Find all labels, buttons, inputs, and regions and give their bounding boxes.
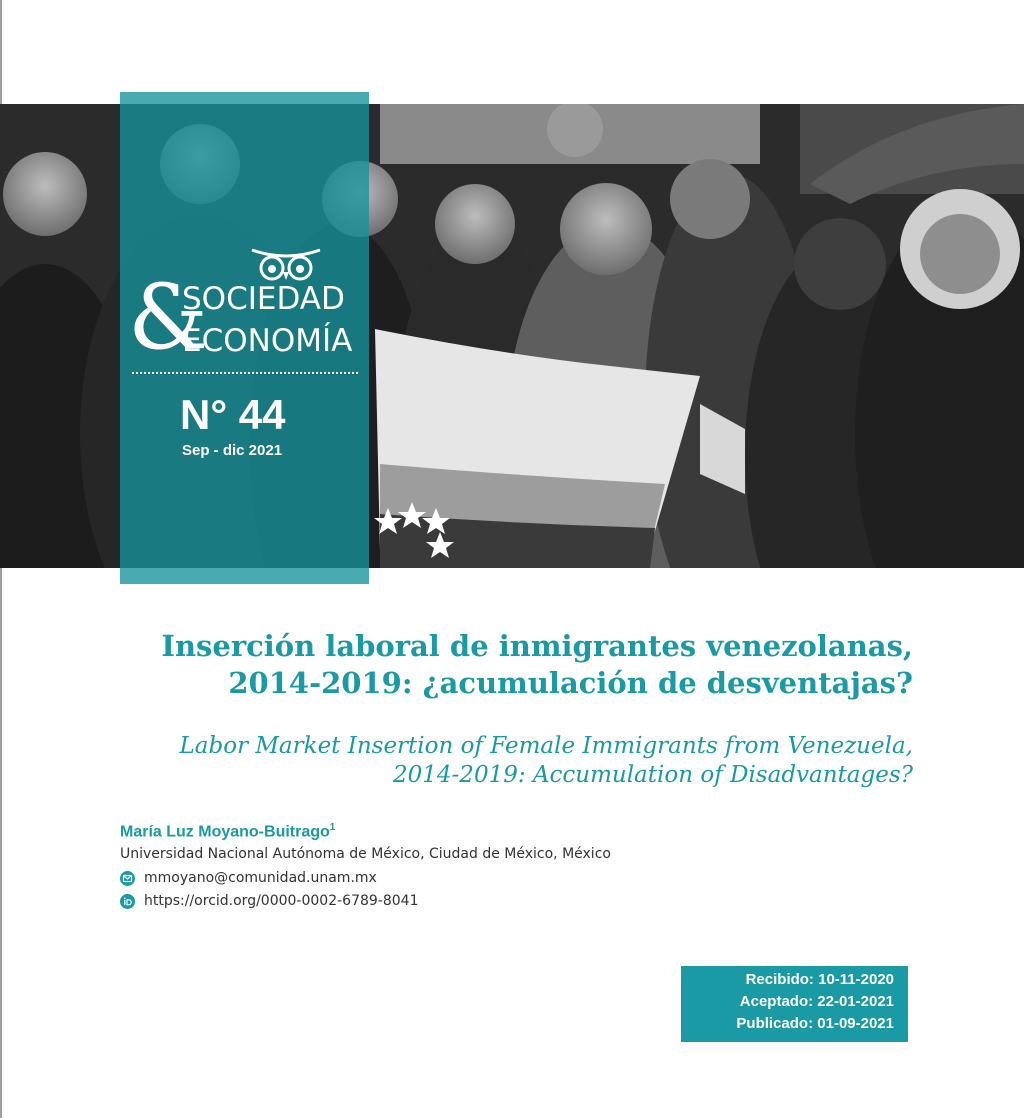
orcid-icon [120,894,135,909]
publication-dates-box [681,966,908,1042]
article-title-english [93,732,913,790]
logo-word-economia: ECONOMÍA [182,323,353,359]
author-orcid-link[interactable]: https://orcid.org/0000-0002-6789-8041 [144,893,419,909]
author-name-block [120,822,720,841]
logo-word-sociedad: SOCIEDAD [182,281,345,317]
date-published: Publicado: 01-09-2021 [736,1015,894,1032]
dotted-divider [132,372,358,376]
title-en-line-2: 2014-2019: Accumulation of Disadvantages? [393,762,913,788]
owl-logo-icon [248,248,324,284]
author-email-row [120,868,620,888]
date-accepted: Aceptado: 22-01-2021 [739,993,894,1010]
date-received: Recibido: 10-11-2020 [745,971,894,988]
envelope-icon [120,871,135,886]
issue-number: N° 44 [180,391,286,438]
title-en-line-1: Labor Market Insertion of Female Immigrants from Venezuela, [179,733,913,759]
article-title-spanish [113,628,913,702]
author-orcid-row [120,891,620,911]
author-footnote-mark: 1 [329,822,336,833]
author-name: María Luz Moyano-Buitrago [120,823,330,841]
author-email-link[interactable]: mmoyano@comunidad.unam.mx [144,870,377,886]
title-es-line-1: Inserción laboral de inmigrantes venezolanas, [161,629,913,663]
logo-ampersand: & [128,265,209,370]
author-affiliation: Universidad Nacional Autónoma de México, Ciudad de México, México [120,846,611,862]
title-es-line-2: 2014-2019: ¿acumulación de desventajas? [228,666,913,700]
issue-period: Sep - dic 2021 [182,442,283,459]
